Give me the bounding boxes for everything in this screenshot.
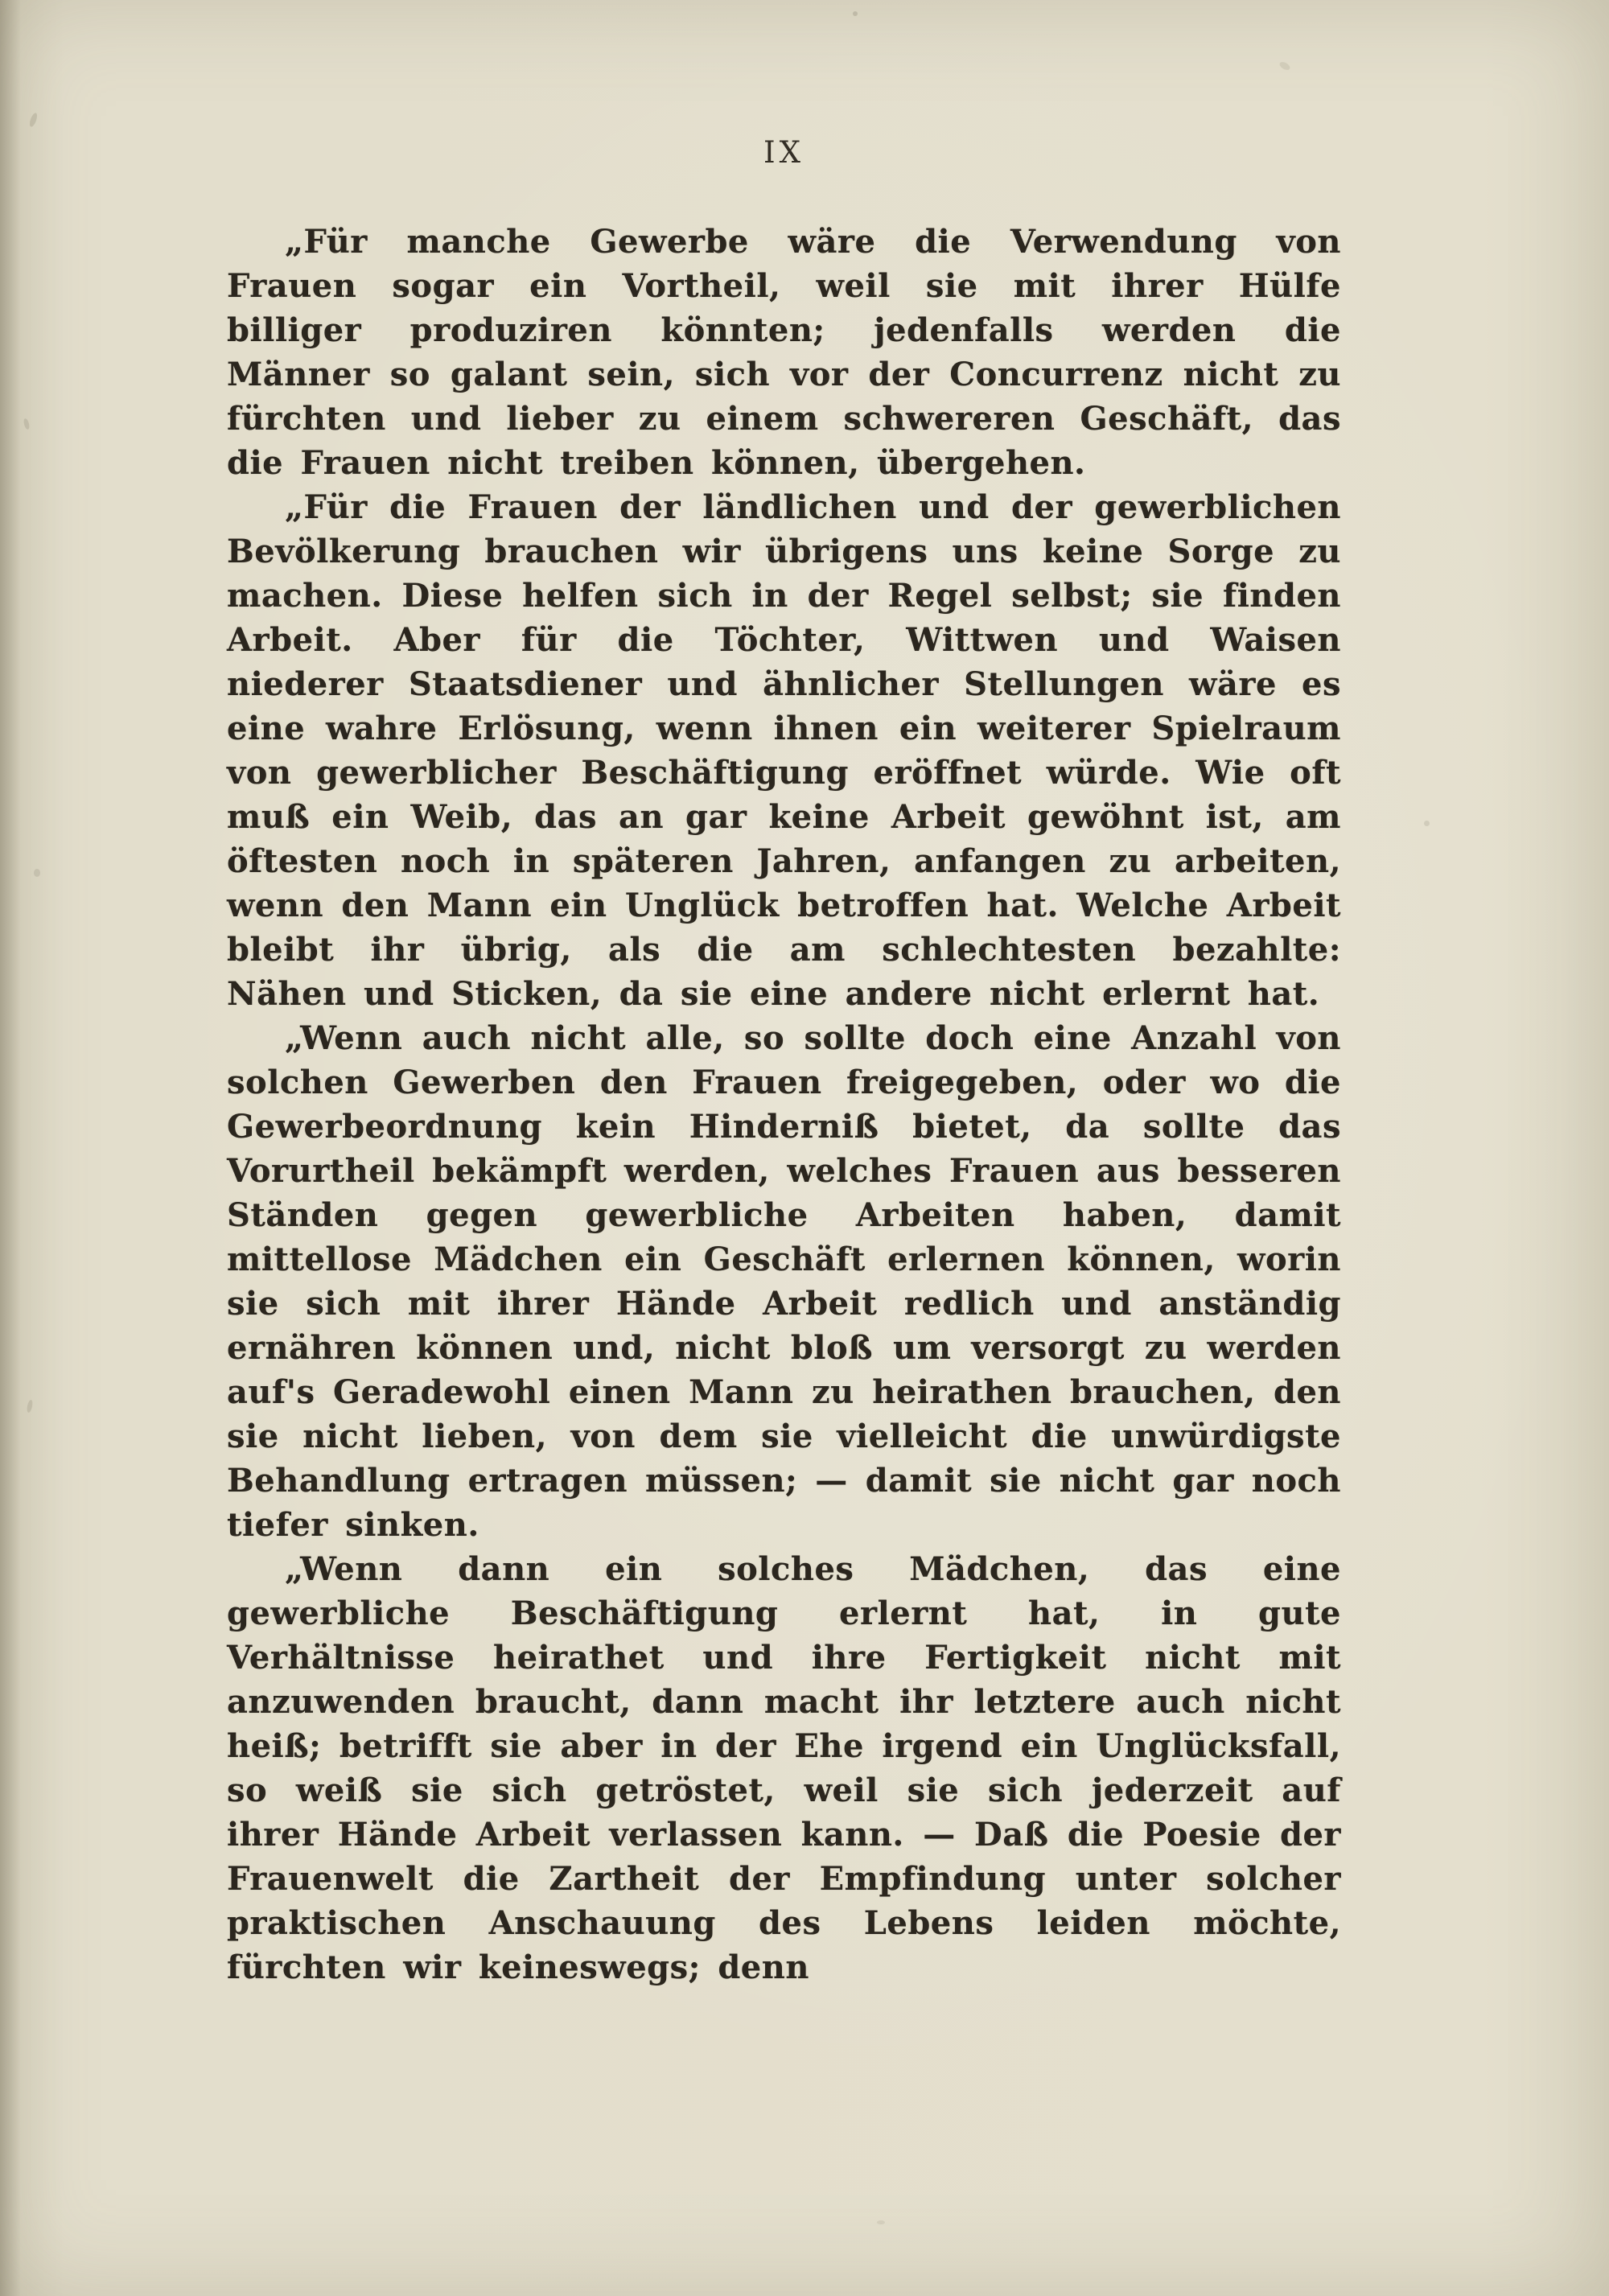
body-text (227, 220, 1341, 1989)
page-number: IX (763, 135, 804, 170)
paragraph: „Für die Frauen der ländlichen und der gewerblichen Bevölkerung brauchen wir übrigens uns keine Sorge zu machen. Diese helfen sich in der Regel selbst; sie finden Arbeit. Aber für die Töchter, Wittwen und Waisen niederer Staatsdiener und ähnlicher Stellungen wäre es eine wahre Erlösung, wenn ihnen ein weiterer Spielraum von gewerblicher Beschäftigung eröffnet würde. Wie oft muß ein Weib, das an gar keine Arbeit gewöhnt ist, am öftesten noch in späteren Jahren, anfangen zu arbeiten, wenn den Mann ein Unglück betroffen hat. Welche Arbeit bleibt ihr übrig, als die am schlechtesten bezahlte: Nähen und Sticken, da sie eine andere nicht erlernt hat. (227, 488, 1341, 1013)
paper-speck (26, 1400, 33, 1413)
paper-speck (1424, 821, 1430, 826)
page-binding-shadow (0, 0, 21, 2296)
paper-speck (28, 112, 39, 127)
text-block (227, 135, 1341, 1989)
paper-speck (34, 869, 40, 877)
paragraph: „Wenn auch nicht alle, so sollte doch eine Anzahl von solchen Gewerben den Frauen freigegeben, oder wo die Gewerbeordnung kein Hinderniß bietet, da sollte das Vorurtheil bekämpft werden, welches Frauen aus besseren Ständen gegen gewerbliche Arbeiten haben, damit mittellose Mädchen ein Geschäft erlernen können, worin sie sich mit ihrer Hände Arbeit redlich und anständig ernähren können und, nicht bloß um versorgt zu werden auf's Geradewohl einen Mann zu heirathen brauchen, den sie nicht lieben, von dem sie vielleicht die unwürdigste Behandlung ertragen müssen; — damit sie nicht gar noch tiefer sinken. (227, 1019, 1341, 1544)
paragraph: „Wenn dann ein solches Mädchen, das eine gewerbliche Beschäftigung erlernt hat, in gute Verhältnisse heirathet und ihre Fertigkeit nicht mit anzuwenden braucht, dann macht ihr letztere auch nicht heiß; betrifft sie aber in der Ehe irgend ein Unglücksfall, so weiß sie sich getröstet, weil sie sich jederzeit auf ihrer Hände Arbeit verlassen kann. — Daß die Poesie der Frauenwelt die Zartheit der Empfindung unter solcher praktischen Anschauung des Lebens leiden möchte, fürchten wir keineswegs; denn (227, 1550, 1341, 1986)
paper-speck (23, 418, 30, 430)
paper-speck (1278, 60, 1291, 72)
paper-speck (877, 2220, 885, 2224)
paper-speck (853, 11, 858, 16)
paragraph: „Für manche Gewerbe wäre die Verwendung von Frauen sogar ein Vortheil, weil sie mit ihrer Hülfe billiger produziren könnten; jedenfalls werden die Männer so galant sein, sich vor der Concurrenz nicht zu fürchten und lieber zu einem schwereren Geschäft, das die Frauen nicht treiben können, übergehen. (227, 223, 1341, 482)
